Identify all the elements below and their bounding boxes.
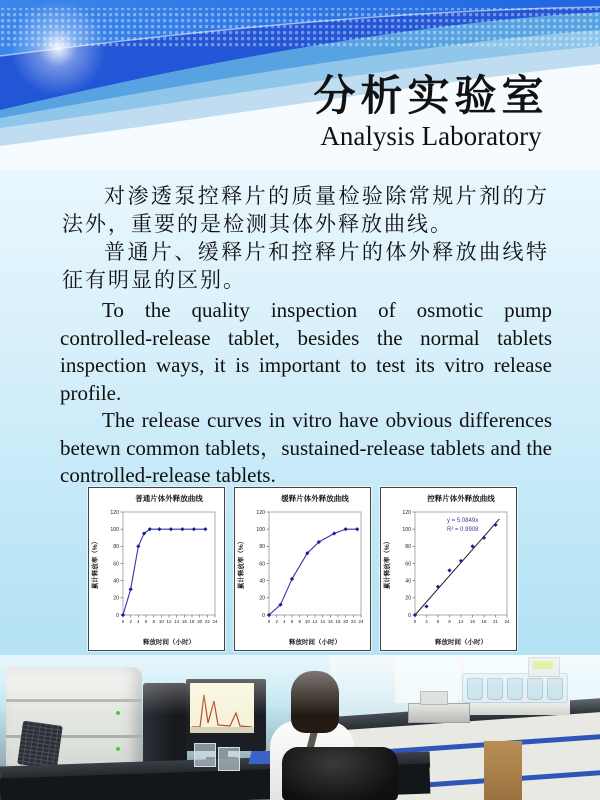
lens-flare bbox=[10, 0, 106, 96]
svg-text:100: 100 bbox=[402, 526, 411, 533]
svg-text:120: 120 bbox=[110, 509, 119, 516]
svg-text:100: 100 bbox=[110, 526, 119, 533]
svg-text:控释片体外释放曲线: 控释片体外释放曲线 bbox=[427, 494, 495, 503]
svg-text:100: 100 bbox=[256, 526, 265, 533]
svg-text:6: 6 bbox=[436, 619, 440, 624]
chinese-intro bbox=[62, 182, 549, 294]
svg-text:10: 10 bbox=[304, 619, 310, 624]
svg-text:60: 60 bbox=[259, 561, 265, 568]
svg-text:22: 22 bbox=[204, 619, 210, 624]
page-title-chinese: 分析实验室 bbox=[313, 74, 549, 120]
hplc-keypad bbox=[17, 720, 63, 769]
svg-text:释放时间（小时）: 释放时间（小时） bbox=[289, 639, 341, 646]
svg-text:12: 12 bbox=[458, 619, 464, 624]
svg-text:12: 12 bbox=[312, 619, 318, 624]
lab-photo bbox=[0, 655, 600, 800]
common-tablet-release-chart-canvas bbox=[89, 488, 222, 648]
sustained-release-tablet-chart-canvas bbox=[235, 488, 368, 648]
svg-text:14: 14 bbox=[174, 619, 180, 624]
svg-text:0: 0 bbox=[262, 612, 265, 619]
svg-text:释放时间（小时）: 释放时间（小时） bbox=[435, 639, 487, 646]
svg-text:6: 6 bbox=[144, 619, 148, 624]
common-tablet-release-chart bbox=[88, 487, 225, 651]
svg-text:9: 9 bbox=[448, 619, 451, 624]
svg-text:18: 18 bbox=[335, 619, 341, 624]
svg-text:8: 8 bbox=[152, 619, 155, 624]
svg-text:普通片体外释放曲线: 普通片体外释放曲线 bbox=[135, 494, 203, 503]
svg-text:累计释放率（%）: 累计释放率（%） bbox=[238, 537, 245, 590]
svg-text:60: 60 bbox=[405, 561, 411, 568]
svg-text:20: 20 bbox=[197, 619, 203, 624]
page-title-english: Analysis Laboratory bbox=[320, 121, 542, 152]
svg-text:18: 18 bbox=[481, 619, 487, 624]
sustained-release-tablet-chart bbox=[234, 487, 371, 651]
english-paragraph-2: The release curves in vitro have obvious differences betewn common tablets，sustained-release tablets and the controlled-release tablets. bbox=[60, 408, 552, 487]
photo-light-haze bbox=[0, 655, 600, 715]
svg-text:释放时间（小时）: 释放时间（小时） bbox=[143, 639, 195, 646]
svg-text:0: 0 bbox=[116, 612, 119, 619]
svg-text:80: 80 bbox=[405, 544, 411, 551]
svg-text:40: 40 bbox=[113, 578, 119, 585]
svg-text:3: 3 bbox=[425, 619, 428, 624]
svg-text:20: 20 bbox=[343, 619, 349, 624]
svg-text:60: 60 bbox=[113, 561, 119, 568]
svg-text:22: 22 bbox=[350, 619, 356, 624]
status-led bbox=[116, 747, 120, 751]
svg-text:4: 4 bbox=[137, 619, 140, 624]
cardboard-box bbox=[484, 741, 522, 800]
office-chair bbox=[282, 747, 398, 800]
svg-text:累计释放率（%）: 累计释放率（%） bbox=[92, 537, 99, 590]
svg-text:16: 16 bbox=[181, 619, 187, 624]
chinese-paragraph-2: 普通片、缓释片和控释片的体外释放曲线特征有明显的区别。 bbox=[62, 240, 549, 292]
svg-text:80: 80 bbox=[259, 544, 265, 551]
controlled-release-tablet-chart-canvas bbox=[381, 488, 514, 648]
svg-text:24: 24 bbox=[504, 619, 510, 624]
svg-text:24: 24 bbox=[358, 619, 364, 624]
svg-text:2: 2 bbox=[275, 619, 278, 624]
title-block bbox=[306, 74, 556, 152]
svg-text:20: 20 bbox=[405, 595, 411, 602]
svg-text:20: 20 bbox=[113, 595, 119, 602]
english-paragraph-1: To the quality inspection of osmotic pump controlled-release tablet, besides the normal tablets inspection ways, it is important to test its vitro release profile. bbox=[60, 298, 552, 405]
svg-text:6: 6 bbox=[290, 619, 294, 624]
beaker bbox=[218, 747, 240, 771]
svg-text:4: 4 bbox=[283, 619, 286, 624]
svg-text:18: 18 bbox=[189, 619, 195, 624]
svg-text:累计释放率（%）: 累计释放率（%） bbox=[384, 537, 391, 590]
svg-text:24: 24 bbox=[212, 619, 218, 624]
svg-text:0: 0 bbox=[413, 619, 417, 624]
svg-text:R² = 0.9908: R² = 0.9908 bbox=[447, 527, 479, 533]
svg-text:16: 16 bbox=[327, 619, 333, 624]
svg-text:120: 120 bbox=[402, 509, 411, 516]
svg-text:0: 0 bbox=[267, 619, 271, 624]
svg-text:15: 15 bbox=[470, 619, 475, 624]
chinese-paragraph-1: 对渗透泵控释片的质量检验除常规片剂的方法外，重要的是检测其体外释放曲线。 bbox=[62, 184, 549, 236]
svg-text:y = 5.0849x: y = 5.0849x bbox=[447, 518, 479, 524]
svg-text:缓释片体外释放曲线: 缓释片体外释放曲线 bbox=[281, 494, 349, 503]
svg-text:80: 80 bbox=[113, 544, 119, 551]
svg-text:20: 20 bbox=[259, 595, 265, 602]
svg-text:120: 120 bbox=[256, 509, 265, 516]
beaker bbox=[194, 743, 216, 767]
svg-text:0: 0 bbox=[121, 619, 125, 624]
svg-text:2: 2 bbox=[129, 619, 132, 624]
svg-text:14: 14 bbox=[320, 619, 326, 624]
english-intro bbox=[60, 297, 552, 490]
svg-text:21: 21 bbox=[493, 619, 498, 624]
screen-taskbar bbox=[190, 727, 254, 733]
svg-text:0: 0 bbox=[408, 612, 411, 619]
svg-text:40: 40 bbox=[405, 578, 411, 585]
svg-text:12: 12 bbox=[166, 619, 172, 624]
svg-text:8: 8 bbox=[298, 619, 301, 624]
svg-text:10: 10 bbox=[158, 619, 164, 624]
controlled-release-tablet-chart bbox=[380, 487, 517, 651]
svg-text:40: 40 bbox=[259, 578, 265, 585]
